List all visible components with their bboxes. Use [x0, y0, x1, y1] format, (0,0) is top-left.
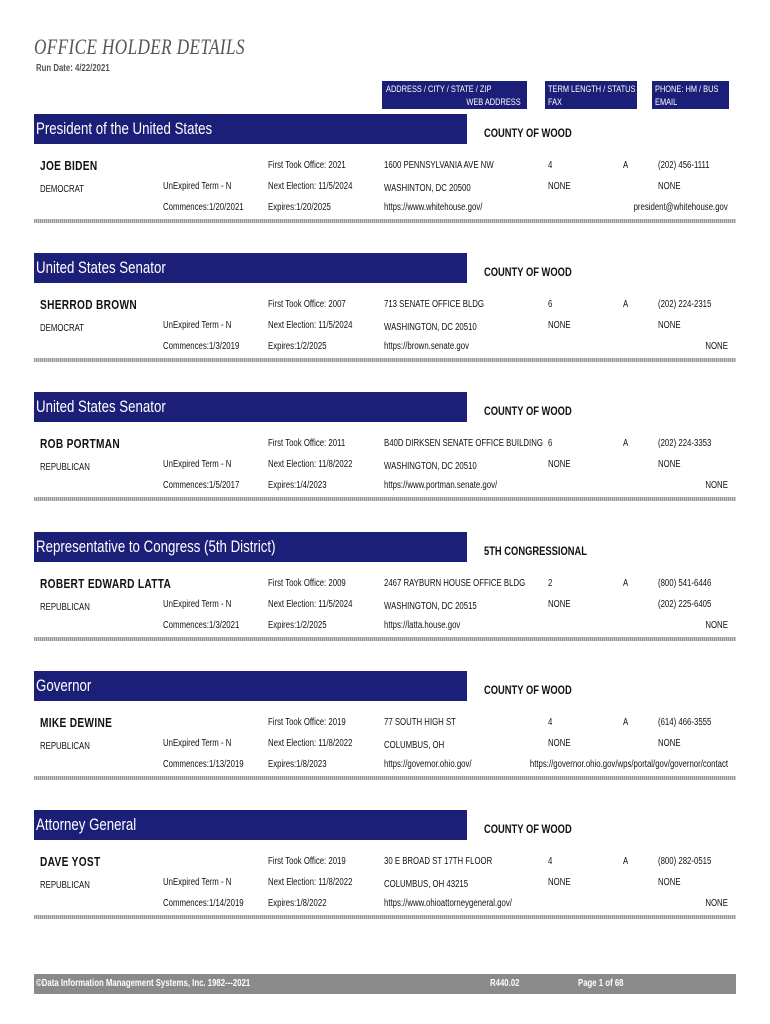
term-type: UnExpired Term - N — [163, 459, 232, 470]
term-length: 6 — [548, 299, 553, 310]
phone-business: (202) 225-6405 — [658, 599, 712, 610]
next-election: Next Election: 11/8/2022 — [268, 459, 353, 470]
address-line: B40D DIRKSEN SENATE OFFICE BUILDING — [384, 438, 543, 449]
office-holder-section — [34, 532, 736, 671]
office-title-bar — [34, 671, 467, 701]
expires-date: Expires:1/4/2023 — [268, 480, 327, 491]
term-header-line1: TERM LENGTH / STATUS — [548, 84, 636, 95]
city-state-zip: WASHINGTON, DC 20510 — [384, 322, 477, 333]
county-label: COUNTY OF WOOD — [484, 822, 572, 836]
term-length: 4 — [548, 856, 553, 867]
phone-business: NONE — [658, 738, 681, 749]
fax-number: NONE — [548, 599, 571, 610]
expires-date: Expires:1/20/2025 — [268, 202, 331, 213]
office-title: President of the United States — [36, 119, 213, 138]
party-label: REPUBLICAN — [40, 880, 90, 891]
page-number: Page 1 of 68 — [578, 978, 624, 989]
commences-date: Commences:1/20/2021 — [163, 202, 244, 213]
office-title: United States Senator — [36, 258, 166, 277]
office-holder-section — [34, 671, 736, 810]
phone-header-line2: EMAIL — [655, 97, 678, 108]
address-line: 30 E BROAD ST 17TH FLOOR — [384, 856, 493, 867]
term-type: UnExpired Term - N — [163, 320, 232, 331]
first-took-office: First Took Office: 2019 — [268, 856, 346, 867]
address-header-line1: ADDRESS / CITY / STATE / ZIP — [386, 84, 492, 95]
phone-home: (800) 541-6446 — [658, 578, 712, 589]
office-title-bar — [34, 392, 467, 422]
section-divider — [34, 637, 736, 641]
commences-date: Commences:1/13/2019 — [163, 759, 244, 770]
commences-date: Commences:1/5/2017 — [163, 480, 240, 491]
phone-home: (614) 466-3555 — [658, 717, 712, 728]
office-title: Attorney General — [36, 815, 137, 834]
office-title-bar — [34, 253, 467, 283]
first-took-office: First Took Office: 2021 — [268, 160, 346, 171]
web-address-link[interactable]: https://governor.ohio.gov/ — [384, 759, 472, 770]
commences-date: Commences:1/14/2019 — [163, 898, 244, 909]
status-code: A — [623, 856, 629, 867]
fax-number: NONE — [548, 181, 571, 192]
commences-date: Commences:1/3/2021 — [163, 620, 240, 631]
status-code: A — [623, 578, 629, 589]
page-footer — [34, 974, 736, 994]
next-election: Next Election: 11/8/2022 — [268, 738, 353, 749]
status-code: A — [623, 717, 629, 728]
address-line: 713 SENATE OFFICE BLDG — [384, 299, 484, 310]
office-title: United States Senator — [36, 397, 166, 416]
holder-name: MIKE DEWINE — [40, 715, 113, 730]
office-title-bar — [34, 114, 467, 144]
status-code: A — [623, 160, 629, 171]
party-label: DEMOCRAT — [40, 323, 85, 334]
address-line: 2467 RAYBURN HOUSE OFFICE BLDG — [384, 578, 526, 589]
first-took-office: First Took Office: 2007 — [268, 299, 346, 310]
first-took-office: First Took Office: 2009 — [268, 578, 346, 589]
copyright-text: ©Data Information Management Systems, Inc. 1982---2021 — [36, 978, 251, 989]
county-label: COUNTY OF WOOD — [484, 265, 572, 279]
phone-business: NONE — [658, 877, 681, 888]
phone-home: (202) 224-2315 — [658, 299, 712, 310]
address-line: 1600 PENNSYLVANIA AVE NW — [384, 160, 494, 171]
fax-number: NONE — [548, 877, 571, 888]
next-election: Next Election: 11/5/2024 — [268, 181, 353, 192]
term-length: 4 — [548, 160, 553, 171]
office-title-bar — [34, 532, 467, 562]
phone-business: NONE — [658, 320, 681, 331]
phone-business: NONE — [658, 459, 681, 470]
web-address-link[interactable]: https://www.portman.senate.gov/ — [384, 480, 498, 491]
phone-home: (202) 456-1111 — [658, 160, 710, 171]
section-divider — [34, 358, 736, 362]
first-took-office: First Took Office: 2011 — [268, 438, 346, 449]
holder-name: ROB PORTMAN — [40, 436, 121, 451]
party-label: REPUBLICAN — [40, 602, 90, 613]
email-link[interactable]: president@whitehouse.gov — [633, 202, 728, 213]
email-link[interactable]: NONE — [705, 620, 728, 631]
web-address-link[interactable]: https://latta.house.gov — [384, 620, 461, 631]
address-header-line2: WEB ADDRESS — [466, 97, 521, 108]
phone-home: (202) 224-3353 — [658, 438, 712, 449]
phone-business: NONE — [658, 181, 681, 192]
email-link[interactable]: NONE — [705, 898, 728, 909]
office-holder-section — [34, 253, 736, 392]
fax-number: NONE — [548, 320, 571, 331]
term-type: UnExpired Term - N — [163, 181, 232, 192]
city-state-zip: COLUMBUS, OH — [384, 740, 445, 751]
expires-date: Expires:1/2/2025 — [268, 341, 327, 352]
web-address-link[interactable]: https://www.whitehouse.gov/ — [384, 202, 483, 213]
office-title: Governor — [36, 676, 92, 695]
expires-date: Expires:1/2/2025 — [268, 620, 327, 631]
office-title-bar — [34, 810, 467, 840]
party-label: REPUBLICAN — [40, 462, 90, 473]
office-holder-section — [34, 392, 736, 531]
phone-home: (800) 282-0515 — [658, 856, 712, 867]
term-length: 6 — [548, 438, 553, 449]
county-label: COUNTY OF WOOD — [484, 126, 572, 140]
county-label: 5TH CONGRESSIONAL — [484, 544, 587, 558]
expires-date: Expires:1/8/2023 — [268, 759, 327, 770]
address-column-header — [382, 81, 527, 109]
next-election: Next Election: 11/8/2022 — [268, 877, 353, 888]
term-length: 2 — [548, 578, 553, 589]
next-election: Next Election: 11/5/2024 — [268, 599, 353, 610]
holder-name: SHERROD BROWN — [40, 297, 138, 312]
office-title: Representative to Congress (5th District) — [36, 537, 276, 556]
term-length: 4 — [548, 717, 553, 728]
fax-number: NONE — [548, 738, 571, 749]
page-title: OFFICE HOLDER DETAILS — [34, 34, 245, 59]
address-line: 77 SOUTH HIGH ST — [384, 717, 456, 728]
holder-name: ROBERT EDWARD LATTA — [40, 576, 172, 591]
phone-column-header — [652, 81, 729, 109]
party-label: DEMOCRAT — [40, 184, 85, 195]
term-header-line2: FAX — [548, 97, 563, 108]
term-type: UnExpired Term - N — [163, 738, 232, 749]
section-divider — [34, 219, 736, 223]
term-type: UnExpired Term - N — [163, 877, 232, 888]
office-holder-section — [34, 114, 736, 253]
section-divider — [34, 497, 736, 501]
holder-name: JOE BIDEN — [40, 158, 98, 173]
city-state-zip: WASHINTON, DC 20500 — [384, 183, 471, 194]
email-link[interactable]: NONE — [705, 341, 728, 352]
email-link[interactable]: https://governor.ohio.gov/wps/portal/gov/governor/contact — [529, 759, 728, 770]
section-divider — [34, 776, 736, 780]
city-state-zip: WASHINGTON, DC 20510 — [384, 461, 477, 472]
expires-date: Expires:1/8/2022 — [268, 898, 327, 909]
term-type: UnExpired Term - N — [163, 599, 232, 610]
run-date: Run Date: 4/22/2021 — [36, 63, 110, 74]
fax-number: NONE — [548, 459, 571, 470]
report-code: R440.02 — [490, 978, 520, 989]
party-label: REPUBLICAN — [40, 741, 90, 752]
term-column-header — [545, 81, 637, 109]
commences-date: Commences:1/3/2019 — [163, 341, 240, 352]
first-took-office: First Took Office: 2019 — [268, 717, 346, 728]
section-divider — [34, 915, 736, 919]
county-label: COUNTY OF WOOD — [484, 683, 572, 697]
email-link[interactable]: NONE — [705, 480, 728, 491]
next-election: Next Election: 11/5/2024 — [268, 320, 353, 331]
web-address-link[interactable]: https://www.ohioattorneygeneral.gov/ — [384, 898, 512, 909]
web-address-link[interactable]: https://brown.senate.gov — [384, 341, 469, 352]
phone-header-line1: PHONE: HM / BUS — [655, 84, 719, 95]
county-label: COUNTY OF WOOD — [484, 404, 572, 418]
office-holder-section — [34, 810, 736, 949]
status-code: A — [623, 299, 629, 310]
city-state-zip: WASHINGTON, DC 20515 — [384, 601, 477, 612]
city-state-zip: COLUMBUS, OH 43215 — [384, 879, 469, 890]
holder-name: DAVE YOST — [40, 854, 101, 869]
status-code: A — [623, 438, 629, 449]
